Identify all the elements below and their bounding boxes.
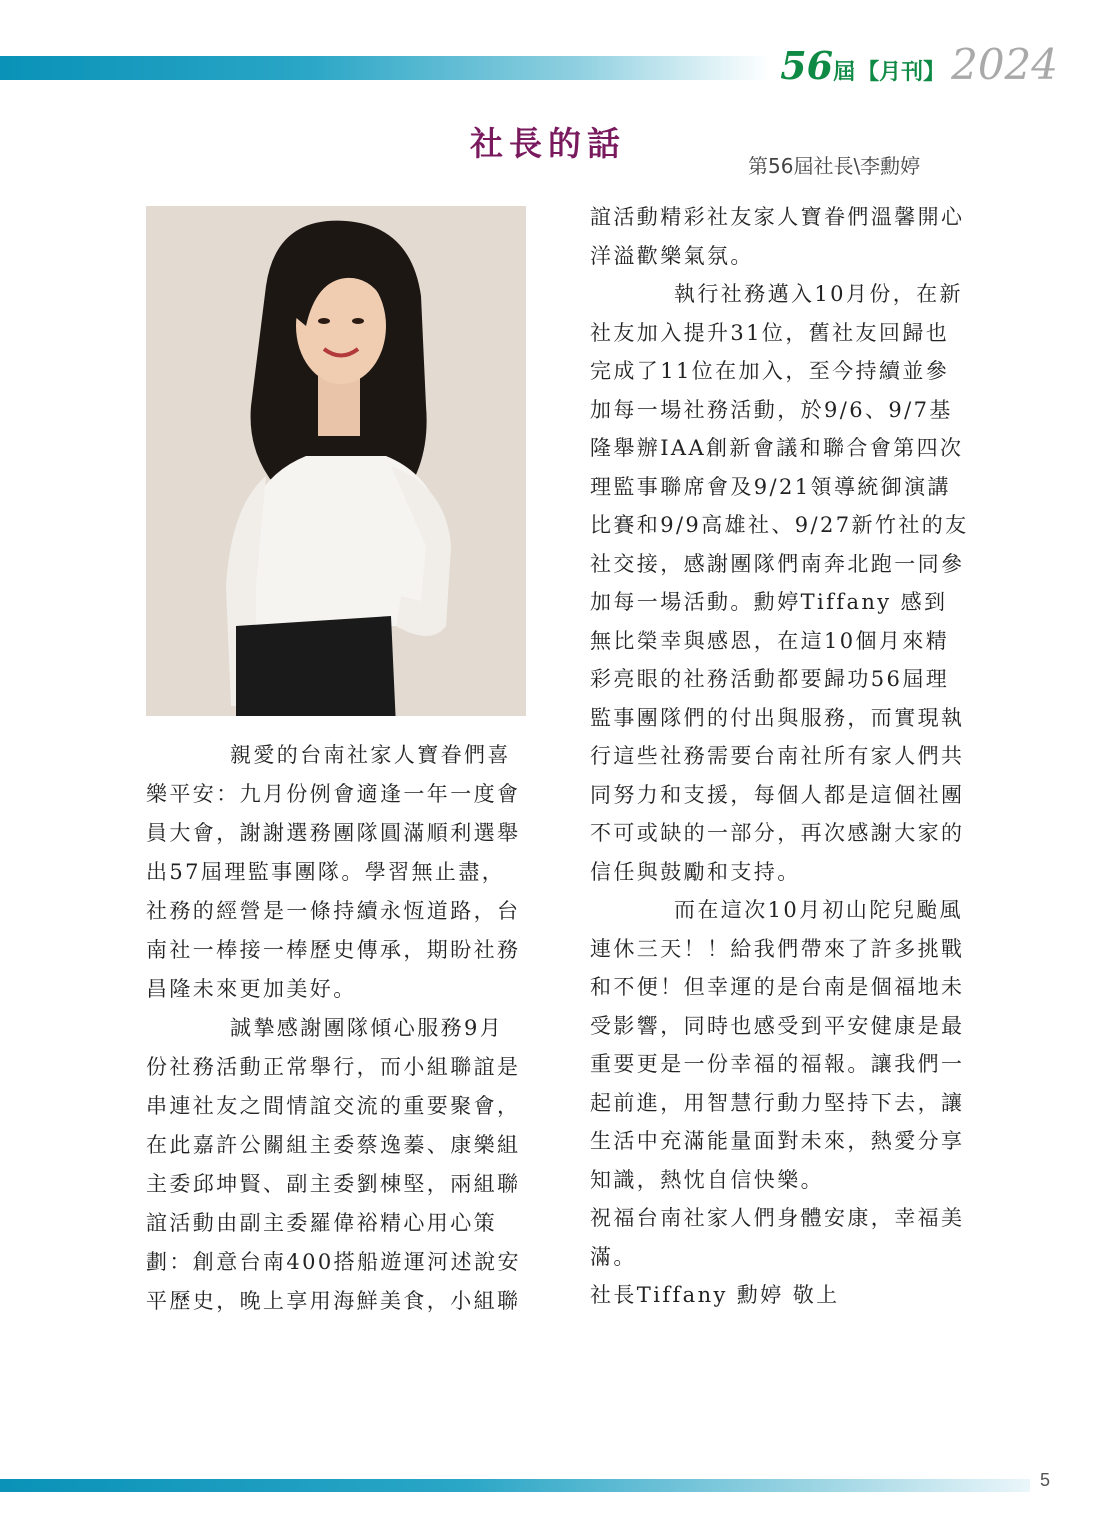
masthead-number: 56 [780, 43, 834, 88]
masthead-monthly: 【月刊】 [857, 60, 946, 85]
paragraph-typhoon: 而在這次10月初山陀兒颱風連休三天！！給我們帶來了許多挑戰和不便！但幸運的是台南是個福地未受影響，同時也感受到平安健康是最重要更是一份幸福的福報。讓我們一起前進，用智慧行動力堅持下去，讓生活中充滿能量面對未來，熱愛分享知識，熱忱自信快樂。 [590, 898, 965, 1192]
paragraph-greeting: 親愛的台南社家人寶眷們喜樂平安：九月份例會適逢一年一度會員大會，謝謝選務團隊圓滿順利選舉出57屆理監事團隊。學習無止盡，社務的經營是一條持續永恆道路，台南社一棒接一棒歷史傳承，期盼社務昌隆未來更加美好。 [146, 743, 521, 1001]
page-number: 5 [1040, 1470, 1051, 1490]
masthead-jie: 屆 [833, 60, 856, 85]
portrait-photo [146, 206, 526, 716]
footer-accent-bar [0, 1479, 1030, 1492]
paragraph-activities: 執行社務邁入10月份，在新社友加入提升31位，舊社友回歸也完成了11位在加入，至今持續並參加每一場社務活動，於9/6、9/7基隆舉辦IAA創新會議和聯合會第四次理監事聯席會及9/21領導統御演講比賽和9/9高雄社、9/27新竹社的友社交接，感謝團隊們南奔北跑一同參加每一場活動。勳婷Tiffany 感到無比榮幸與感恩，在這10個月來精彩亮眼的社務活動都要歸功56屆理監事團隊們的付出與服務，而實現執行這些社務需要台南社所有家人們共同努力和支援，每個人都是這個社團不可或缺的一部分，再次感謝大家的信任與鼓勵和支持。 [590, 282, 969, 884]
right-text-column [590, 198, 970, 1315]
left-text-column [146, 736, 526, 1321]
paragraph-continuation: 誼活動精彩社友家人寶眷們溫馨開心洋溢歡樂氣氛。 [590, 205, 965, 268]
paragraph-blessing: 祝福台南社家人們身體安康，幸福美滿。 [590, 1206, 965, 1269]
header-accent-bar [0, 56, 770, 80]
signature-line: 社長Tiffany 勳婷 敬上 [590, 1283, 840, 1307]
page-title: 社長的話 [470, 124, 626, 163]
masthead-year: 2024 [951, 40, 1058, 89]
portrait-illustration [146, 206, 526, 716]
masthead [780, 40, 1058, 90]
paragraph-thanks: 誠摯感謝團隊傾心服務9月份社務活動正常舉行，而小組聯誼是串連社友之間情誼交流的重要聚會，在此嘉許公關組主委蔡逸蓁、康樂組主委邱坤賢、副主委劉棟堅，兩組聯誼活動由副主委羅偉裕精心用心策劃：創意台南400搭船遊運河述說安平歷史，晚上享用海鮮美食，小組聯 [146, 1016, 521, 1313]
byline: 第56屆社長\李勳婷 [748, 154, 921, 178]
